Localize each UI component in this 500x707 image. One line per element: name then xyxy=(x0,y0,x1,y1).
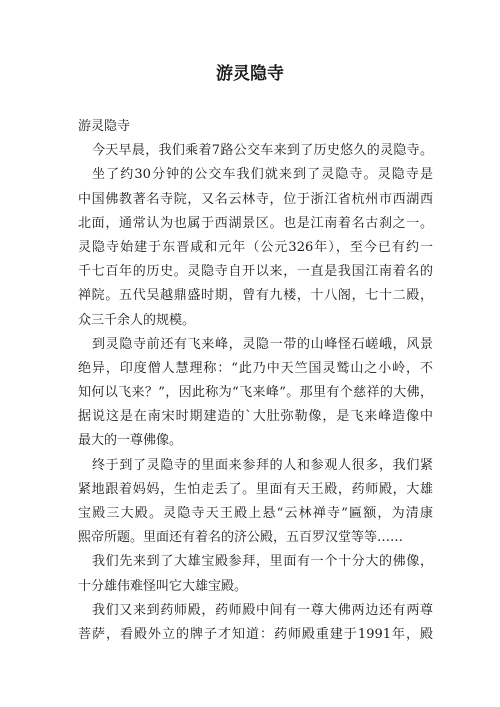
paragraph-line: 禅院。五代吴越鼎盛时期，曾有九楼，十八阁，七十二殿， xyxy=(78,288,433,304)
paragraph-line: 我们先来到了大雄宝殿参拜，里面有一个十分大的佛像， xyxy=(92,554,433,570)
document-body xyxy=(78,115,433,647)
paragraph-line: 终于到了灵隐寺的里面来参拜的人和参观人很多，我们紧 xyxy=(92,457,433,473)
paragraph-line: 今天早晨，我们乘着7路公交车来到了历史悠久的灵隐寺。 xyxy=(92,143,433,159)
paragraph-line: 绝异，印度僧人慧理称：“此乃中天竺国灵鹫山之小岭，不 xyxy=(78,360,433,376)
paragraph-line: 灵隐寺始建于东晋咸和元年（公元326年），至今已有约一 xyxy=(78,239,433,255)
paragraph-line: 千七百年的历史。灵隐寺自开以来，一直是我国江南着名的 xyxy=(78,264,433,280)
paragraph-line: 中国佛教著名寺院，又名云林寺，位于浙江省杭州市西湖西 xyxy=(78,191,433,207)
paragraph-line: 坐了约30分钟的公交车我们就来到了灵隐寺。灵隐寺是 xyxy=(92,167,433,183)
paragraph-line: 知何以飞来？”，因此称为“飞来峰”。那里有个慈祥的大佛， xyxy=(78,385,433,401)
paragraph-line: 北面，通常认为也属于西湖景区。也是江南着名古刹之一。 xyxy=(78,215,433,231)
document-title: 游灵隐寺 xyxy=(216,64,284,84)
paragraph-line: 熙帝所题。里面还有着名的济公殿，五百罗汉堂等等…… xyxy=(78,530,404,546)
paragraph-line: 我们又来到药师殿，药师殿中间有一尊大佛两边还有两尊 xyxy=(92,602,433,618)
paragraph-line: 最大的一尊佛像。 xyxy=(78,433,183,449)
paragraph-line: 紧地跟着妈妈，生怕走丢了。里面有天王殿，药师殿，大雄 xyxy=(78,481,433,497)
paragraph-line: 十分雄伟难怪叫它大雄宝殿。 xyxy=(78,578,248,594)
paragraph-line: 宝殿三大殿。灵隐寺天王殿上悬“云林禅寺”匾额，为清康 xyxy=(78,506,433,521)
paragraph-line: 菩萨，看殿外立的牌子才知道：药师殿重建于1991年，殿 xyxy=(78,626,433,642)
paragraph-line: 据说这是在南宋时期建造的`大肚弥勒像，是飞来峰造像中 xyxy=(78,409,433,425)
paragraph-line: 到灵隐寺前还有飞来峰，灵隐一带的山峰怪石嵯峨，风景 xyxy=(92,336,433,352)
paragraph-line: 众三千余人的规模。 xyxy=(78,312,196,328)
subtitle-line: 游灵隐寺 xyxy=(78,119,131,134)
